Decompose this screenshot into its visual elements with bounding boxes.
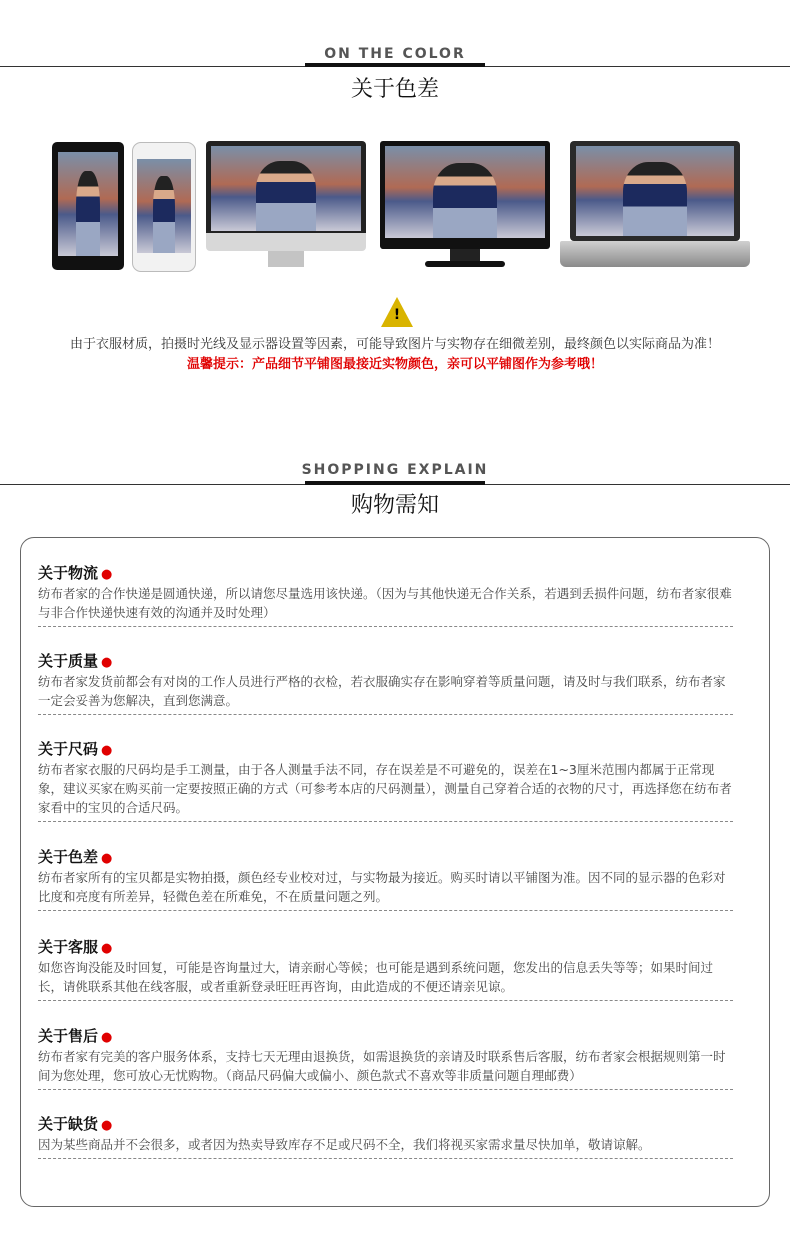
notice-title: 关于缺货 xyxy=(38,1115,99,1133)
notice-title: 关于质量 xyxy=(38,652,99,670)
header-english-title: SHOPPING EXPLAIN xyxy=(0,462,790,478)
notice-title: 关于色差 xyxy=(38,848,99,866)
notice-body: 纺布者家的合作快递是圆通快递，所以请您尽量选用该快递。（因为与其他快递无合作关系，若遇到丢损件问题，纺布者家很难与非合作快递快速有效的沟通并及时处理） xyxy=(38,586,732,620)
phone-black xyxy=(52,142,124,270)
bullet-dot: ● xyxy=(101,851,113,866)
header-accent-bar xyxy=(305,481,485,485)
notice-title: 关于客服 xyxy=(38,938,99,956)
exclamation-icon: ! xyxy=(393,307,401,323)
dashed-divider xyxy=(38,1158,733,1159)
bullet-dot: ● xyxy=(101,1030,113,1045)
notice-after-sales xyxy=(38,1025,733,1090)
notice-body: 纺布者家发货前都会有对岗的工作人员进行严格的衣检，若衣服确实存在影响穿着等质量问题，请及时与我们联系，纺布者家一定会妥善为您解决，直到您满意。 xyxy=(38,674,726,708)
notice-service xyxy=(38,936,733,1001)
header-chinese-title: 关于色差 xyxy=(350,77,439,102)
bullet-dot: ● xyxy=(101,567,113,582)
notice-color xyxy=(38,846,733,911)
desktop-monitor xyxy=(206,141,366,271)
color-note-text: 由于衣服材质，拍摄时光线及显示器设置等因素，可能导致图片与实物存在细微差别，最终颜色以实际商品为准！ xyxy=(69,337,720,352)
dashed-divider xyxy=(38,714,733,715)
dashed-divider xyxy=(38,821,733,822)
header-accent-bar xyxy=(305,63,485,67)
phone-white xyxy=(132,142,196,272)
dashed-divider xyxy=(38,626,733,627)
laptop xyxy=(560,141,750,271)
notice-body: 纺布者家衣服的尺码均是手工测量，由于各人测量手法不同，存在误差是不可避免的，误差在1~3厘米范围内都属于正常现象，建议买家在购买前一定要按照正确的方式（可参考本店的尺码测量），测量自己穿着合适的衣物的尺寸，再选择您在纺布者家看中的宝贝的合适尺码。 xyxy=(38,762,732,815)
devices-illustration xyxy=(50,138,750,278)
header-chinese-title: 购物需知 xyxy=(350,493,439,518)
bullet-dot: ● xyxy=(101,655,113,670)
dashed-divider xyxy=(38,910,733,911)
notice-size xyxy=(38,738,733,822)
shopping-section-header xyxy=(0,460,790,520)
notice-body: 纺布者家有完美的客户服务体系，支持七天无理由退换货，如需退换货的亲请及时联系售后客服，纺布者家会根据规则第一时间为您处理，您可放心无忧购物。（商品尺码偏大或偏小、颜色款式不喜欢等非质量问题自理邮费） xyxy=(38,1049,726,1083)
notice-body: 纺布者家所有的宝贝都是实物拍摄，颜色经专业校对过，与实物最为接近。购买时请以平铺图为准。因不同的显示器的色彩对比度和亮度有所差异，轻微色差在所难免，不在质量问题之列。 xyxy=(38,870,726,904)
color-tip-text: 温馨提示：产品细节平铺图最接近实物颜色，亲可以平铺图作为参考哦！ xyxy=(186,357,603,372)
notice-quality xyxy=(38,650,733,715)
bullet-dot: ● xyxy=(101,941,113,956)
notice-logistics xyxy=(38,562,733,627)
bullet-dot: ● xyxy=(101,743,113,758)
notice-title: 关于尺码 xyxy=(38,740,99,758)
notice-title: 关于售后 xyxy=(38,1027,99,1045)
notice-body: 因为某些商品并不会很多，或者因为热卖导致库存不足或尺码不全，我们将视买家需求量尽快加单，敬请谅解。 xyxy=(38,1137,651,1152)
header-english-title: ON THE COLOR xyxy=(0,46,790,62)
dashed-divider xyxy=(38,1000,733,1001)
color-section-header xyxy=(0,44,790,104)
notice-out-of-stock xyxy=(38,1113,733,1159)
notice-body: 如您咨询没能及时回复，可能是咨询量过大，请亲耐心等候；也可能是遇到系统问题，您发出的信息丢失等等；如果时间过长，请佻联系其他在线客服，或者重新登录旺旺再咨询，由此造成的不便还请亲见谅。 xyxy=(38,960,714,994)
notice-title: 关于物流 xyxy=(38,564,99,582)
bullet-dot: ● xyxy=(101,1118,113,1133)
lcd-monitor xyxy=(380,141,550,271)
dashed-divider xyxy=(38,1089,733,1090)
